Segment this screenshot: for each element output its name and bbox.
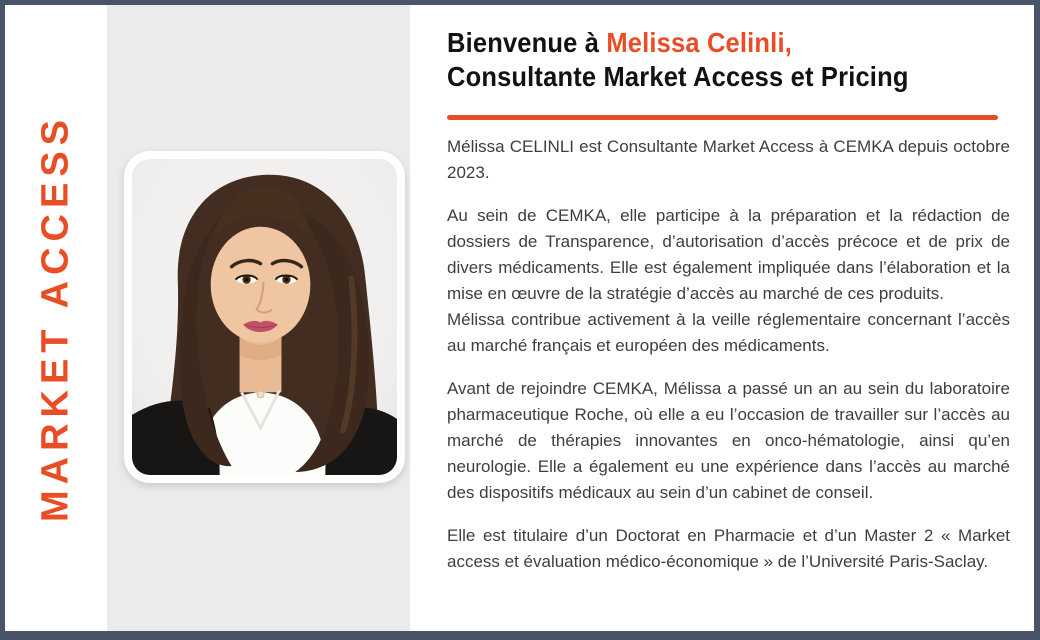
- paragraph: Elle est titulaire d’un Doctorat en Pharmacie et d’un Master 2 « Market access et évaluation médico-économique » de l’Université Paris-Saclay.: [447, 526, 1010, 571]
- accent-divider: [447, 115, 998, 120]
- photo-panel: [107, 5, 410, 631]
- necklace-pearl: [257, 391, 264, 398]
- title-line-1: [447, 26, 959, 60]
- title-greeting: Bienvenue à: [447, 27, 607, 58]
- vertical-market-access-label: MARKET ACCESS: [34, 113, 77, 523]
- main-content: [447, 26, 1010, 575]
- title-role: Consultante Market Access et Pricing: [447, 61, 909, 92]
- portrait-photo-frame: [124, 151, 405, 483]
- sidebar: [5, 5, 107, 631]
- paragraph: Mélissa CELINLI est Consultante Market Access à CEMKA depuis octobre 2023.: [447, 137, 1010, 182]
- paragraph: Avant de rejoindre CEMKA, Mélissa a passé un an au sein du laboratoire pharmaceutique Roche, où elle a eu l’occasion de travailler sur l’accès au marché de thérapies innovantes en onco-hématologie, ainsi qu’en neurologie. Elle a également eu une expérience dans l’accès au marché des dispositifs médicaux au sein d’un cabinet de conseil.: [447, 379, 1010, 502]
- paragraph: Au sein de CEMKA, elle participe à la préparation et la rédaction de dossiers de Transparence, d’autorisation d’accès précoce et de prix de divers médicaments. Elle est également impliquée dans l’élaboration et la mise en œuvre de la stratégie d’accès au marché de ces produits. Mélissa contribue activement à la veille réglementaire concernant l’accès au marché français et européen des médicaments.: [447, 206, 1010, 355]
- pupil-right: [285, 278, 289, 282]
- portrait-illustration: [132, 159, 397, 475]
- portrait-photo: [132, 159, 397, 475]
- article-paragraphs: [447, 134, 1010, 575]
- page-title: [447, 26, 959, 94]
- title-person-name: Melissa Celinli,: [606, 27, 792, 58]
- pupil-left: [245, 278, 249, 282]
